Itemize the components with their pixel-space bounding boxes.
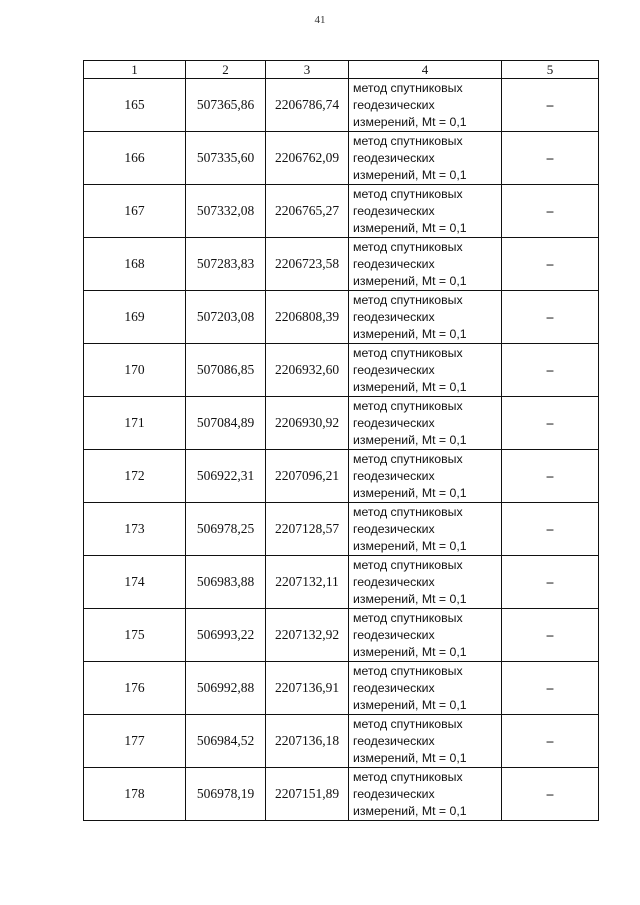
note-cell: –: [502, 609, 599, 662]
y-coordinate-cell: 2206765,27: [266, 185, 349, 238]
method-cell: [349, 79, 502, 132]
method-line: метод спутниковых: [353, 186, 463, 201]
note-cell: –: [502, 768, 599, 821]
method-line: измерений, Mt = 0,1: [353, 803, 467, 818]
method-cell: [349, 344, 502, 397]
table-row: [84, 768, 599, 821]
y-coordinate-cell: 2207151,89: [266, 768, 349, 821]
method-line: геодезических: [353, 521, 435, 536]
y-coordinate-cell: 2207096,21: [266, 450, 349, 503]
method-cell: [349, 238, 502, 291]
y-coordinate-cell: 2207136,91: [266, 662, 349, 715]
table-row: [84, 238, 599, 291]
table-row: [84, 609, 599, 662]
method-line: метод спутниковых: [353, 345, 463, 360]
method-line: измерений, Mt = 0,1: [353, 485, 467, 500]
note-cell: –: [502, 715, 599, 768]
method-line: метод спутниковых: [353, 398, 463, 413]
method-line: измерений, Mt = 0,1: [353, 114, 467, 129]
x-coordinate-cell: 506984,52: [186, 715, 266, 768]
point-number-cell: 169: [84, 291, 186, 344]
x-coordinate-cell: 507335,60: [186, 132, 266, 185]
point-number-cell: 167: [84, 185, 186, 238]
point-number-cell: 166: [84, 132, 186, 185]
method-line: метод спутниковых: [353, 557, 463, 572]
coordinates-table: [83, 60, 599, 821]
method-cell: [349, 291, 502, 344]
point-number-cell: 177: [84, 715, 186, 768]
method-line: метод спутниковых: [353, 292, 463, 307]
method-line: метод спутниковых: [353, 663, 463, 678]
point-number-cell: 174: [84, 556, 186, 609]
method-line: геодезических: [353, 415, 435, 430]
method-cell: [349, 397, 502, 450]
method-line: измерений, Mt = 0,1: [353, 220, 467, 235]
method-line: измерений, Mt = 0,1: [353, 326, 467, 341]
method-line: метод спутниковых: [353, 504, 463, 519]
header-col-5: 5: [502, 61, 599, 79]
method-line: измерений, Mt = 0,1: [353, 379, 467, 394]
table-row: [84, 450, 599, 503]
x-coordinate-cell: 507365,86: [186, 79, 266, 132]
point-number-cell: 176: [84, 662, 186, 715]
y-coordinate-cell: 2207128,57: [266, 503, 349, 556]
note-cell: –: [502, 344, 599, 397]
method-line: геодезических: [353, 362, 435, 377]
note-cell: –: [502, 291, 599, 344]
note-cell: –: [502, 662, 599, 715]
method-line: измерений, Mt = 0,1: [353, 273, 467, 288]
point-number-cell: 165: [84, 79, 186, 132]
y-coordinate-cell: 2206808,39: [266, 291, 349, 344]
x-coordinate-cell: 506983,88: [186, 556, 266, 609]
note-cell: –: [502, 556, 599, 609]
point-number-cell: 168: [84, 238, 186, 291]
point-number-cell: 178: [84, 768, 186, 821]
method-line: геодезических: [353, 97, 435, 112]
note-cell: –: [502, 79, 599, 132]
note-cell: –: [502, 503, 599, 556]
method-line: измерений, Mt = 0,1: [353, 432, 467, 447]
method-line: метод спутниковых: [353, 451, 463, 466]
method-cell: [349, 768, 502, 821]
point-number-cell: 173: [84, 503, 186, 556]
point-number-cell: 175: [84, 609, 186, 662]
table-row: [84, 291, 599, 344]
y-coordinate-cell: 2206786,74: [266, 79, 349, 132]
method-cell: [349, 715, 502, 768]
method-line: измерений, Mt = 0,1: [353, 644, 467, 659]
method-line: геодезических: [353, 786, 435, 801]
method-line: геодезических: [353, 203, 435, 218]
method-line: измерений, Mt = 0,1: [353, 538, 467, 553]
table-row: [84, 185, 599, 238]
page-number: 41: [314, 14, 326, 26]
header-col-4: 4: [349, 61, 502, 79]
method-line: метод спутниковых: [353, 239, 463, 254]
note-cell: –: [502, 450, 599, 503]
table-row: [84, 662, 599, 715]
y-coordinate-cell: 2206723,58: [266, 238, 349, 291]
method-line: измерений, Mt = 0,1: [353, 167, 467, 182]
method-cell: [349, 556, 502, 609]
method-line: геодезических: [353, 256, 435, 271]
table-row: [84, 79, 599, 132]
header-col-3: 3: [266, 61, 349, 79]
method-line: метод спутниковых: [353, 769, 463, 784]
x-coordinate-cell: 506978,25: [186, 503, 266, 556]
method-line: геодезических: [353, 468, 435, 483]
table-row: [84, 556, 599, 609]
method-line: метод спутниковых: [353, 610, 463, 625]
point-number-cell: 171: [84, 397, 186, 450]
table-row: [84, 344, 599, 397]
x-coordinate-cell: 507283,83: [186, 238, 266, 291]
method-cell: [349, 132, 502, 185]
method-line: метод спутниковых: [353, 133, 463, 148]
header-col-1: 1: [84, 61, 186, 79]
header-col-2: 2: [186, 61, 266, 79]
x-coordinate-cell: 506922,31: [186, 450, 266, 503]
note-cell: –: [502, 397, 599, 450]
table-row: [84, 397, 599, 450]
note-cell: –: [502, 132, 599, 185]
method-cell: [349, 609, 502, 662]
method-line: геодезических: [353, 733, 435, 748]
x-coordinate-cell: 506993,22: [186, 609, 266, 662]
method-line: геодезических: [353, 680, 435, 695]
y-coordinate-cell: 2207132,92: [266, 609, 349, 662]
x-coordinate-cell: 507086,85: [186, 344, 266, 397]
method-cell: [349, 662, 502, 715]
note-cell: –: [502, 185, 599, 238]
x-coordinate-cell: 507332,08: [186, 185, 266, 238]
x-coordinate-cell: 507084,89: [186, 397, 266, 450]
x-coordinate-cell: 506992,88: [186, 662, 266, 715]
method-cell: [349, 185, 502, 238]
method-line: метод спутниковых: [353, 716, 463, 731]
method-line: геодезических: [353, 309, 435, 324]
y-coordinate-cell: 2206932,60: [266, 344, 349, 397]
method-line: геодезических: [353, 574, 435, 589]
y-coordinate-cell: 2206762,09: [266, 132, 349, 185]
method-line: метод спутниковых: [353, 80, 463, 95]
y-coordinate-cell: 2206930,92: [266, 397, 349, 450]
point-number-cell: 172: [84, 450, 186, 503]
note-cell: –: [502, 238, 599, 291]
method-cell: [349, 450, 502, 503]
method-line: измерений, Mt = 0,1: [353, 697, 467, 712]
x-coordinate-cell: 506978,19: [186, 768, 266, 821]
method-line: измерений, Mt = 0,1: [353, 591, 467, 606]
method-line: измерений, Mt = 0,1: [353, 750, 467, 765]
table-header-row: [84, 61, 599, 79]
table-row: [84, 715, 599, 768]
y-coordinate-cell: 2207136,18: [266, 715, 349, 768]
method-line: геодезических: [353, 627, 435, 642]
table-row: [84, 503, 599, 556]
y-coordinate-cell: 2207132,11: [266, 556, 349, 609]
table-body: [84, 79, 599, 821]
x-coordinate-cell: 507203,08: [186, 291, 266, 344]
method-cell: [349, 503, 502, 556]
method-line: геодезических: [353, 150, 435, 165]
table-row: [84, 132, 599, 185]
point-number-cell: 170: [84, 344, 186, 397]
